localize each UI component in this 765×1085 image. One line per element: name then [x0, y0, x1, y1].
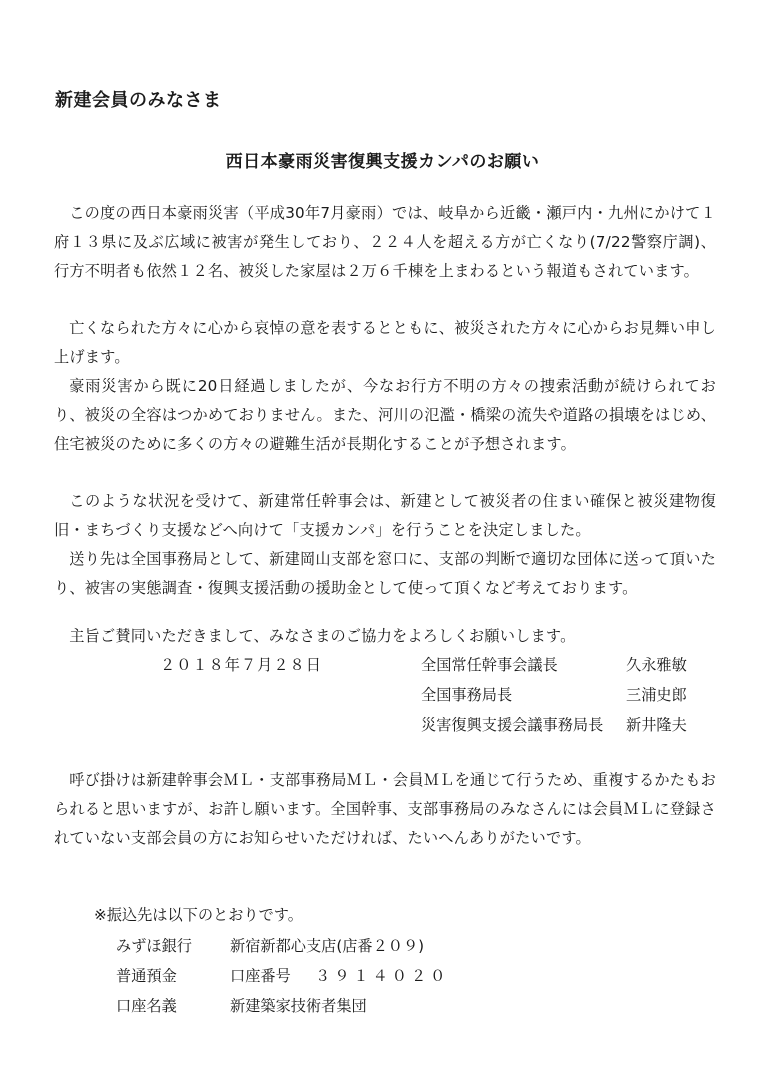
closing-paragraph: 呼び掛けは新建幹事会ＭＬ・支部事務局ＭＬ・会員ＭＬを通じて行うため、重複するかたもおられると思いますが、お許し願います。全国幹事、支部事務局のみなさんには会員ＭＬに登録されていない支部会員の方にお知らせいただければ、たいへんありがたいです。 [54, 771, 716, 847]
document-date: ２０１８年７月２８日 [160, 656, 322, 674]
signatory-name: 新井隆夫 [626, 716, 687, 734]
body-paragraph: 送り先は全国事務局として、新建岡山支部を窓口に、支部の判断で適切な団体に送って頂いたり、被害の実態調査・復興支援活動の援助金として使って頂くなど考えております。 [54, 550, 716, 597]
account-number: ３９１４０２０ [315, 967, 450, 985]
account-holder-label: 口座名義 [116, 997, 177, 1015]
account-holder: 新建築家技術者集団 [230, 997, 367, 1015]
body-paragraph: 主旨ご賛同いただきまして、みなさまのご協力をよろしくお願いします。 [69, 627, 576, 645]
body-paragraph: 亡くなられた方々に心から哀悼の意を表するとともに、被災された方々に心からお見舞い申し上げます。 [54, 319, 716, 366]
signatory-name: 三浦史郎 [626, 686, 687, 704]
body-paragraph: 豪雨災害から既に20日経過しましたが、今なお行方不明の方々の捜索活動が続けられており、被災の全容はつかめておりません。また、河川の氾濫・橋梁の流失や道路の損壊をはじめ、住宅被災のために多くの方々の避難生活が長期化することが予想されます。 [54, 377, 716, 453]
bank-name: みずほ銀行 [116, 937, 192, 955]
signatory-title: 災害復興支援会議事務局長 [421, 716, 604, 734]
signatory-title: 全国事務局長 [421, 686, 513, 704]
bank-branch: 新宿新都心支店(店番２０９) [230, 937, 425, 955]
signatory-title: 全国常任幹事会議長 [421, 656, 558, 674]
transfer-note: ※振込先は以下のとおりです。 [94, 906, 303, 924]
document-title: 西日本豪雨災害復興支援カンパのお願い [225, 152, 540, 172]
signatory-name: 久永雅敏 [626, 656, 687, 674]
body-paragraph: この度の西日本豪雨災害（平成30年7月豪雨）では、岐阜から近畿・瀬戸内・九州にかけて１府１３県に及ぶ広域に被害が発生しており、２２４人を超える方が亡くなり(7/22警察庁調)、行方不明者も依然１２名、被災した家屋は２万６千棟を上まわるという報道もされています。 [54, 204, 716, 280]
account-type: 普通預金 [116, 967, 177, 985]
body-paragraph: このような状況を受けて、新建常任幹事会は、新建として被災者の住まい確保と被災建物復旧・まちづくり支援などへ向けて「支援カンパ」を行うことを決定しました。 [54, 492, 716, 539]
salutation: 新建会員のみなさま [55, 90, 222, 111]
account-number-label: 口座番号 [230, 967, 291, 985]
